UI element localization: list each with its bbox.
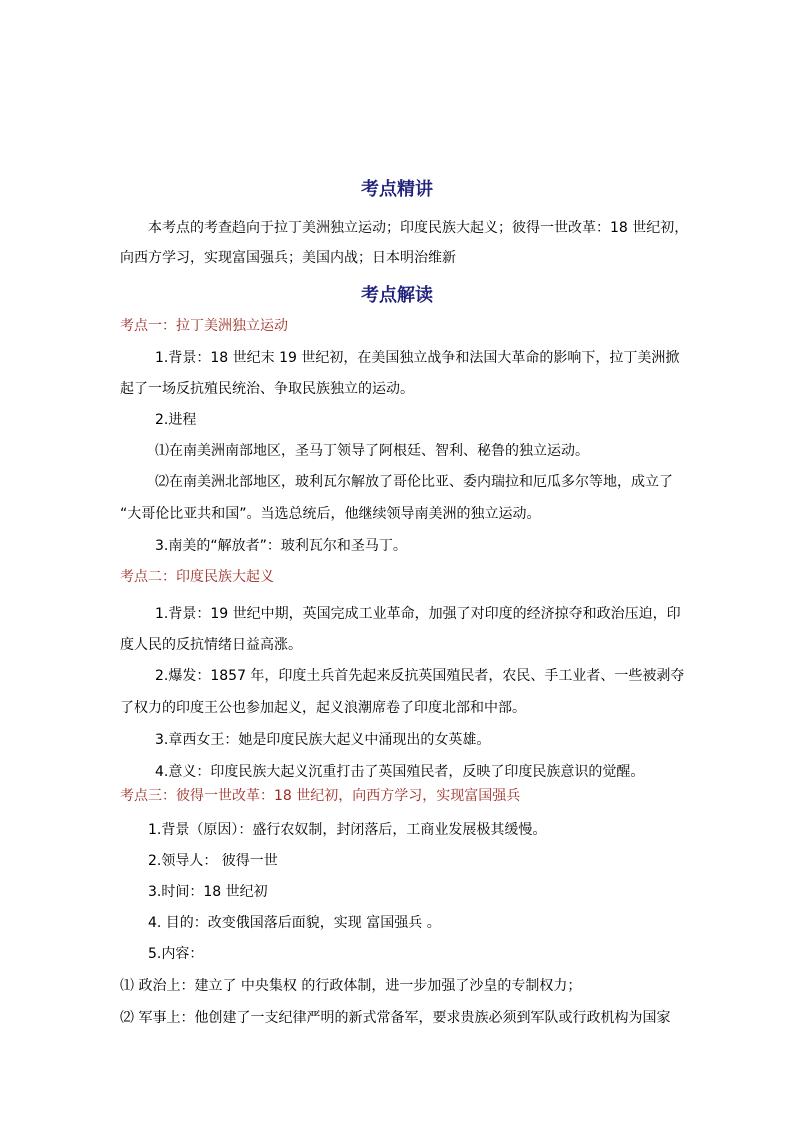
section-title-exam-interpretation: 考点解读 — [361, 285, 433, 306]
point-2-heading: 考点二：印度民族大起义 — [120, 569, 274, 585]
point-2-background-line-2: 度人民的反抗情绪日益高涨。 — [120, 637, 302, 653]
point-1-liberators: 3.南美的“解放者”：玻利瓦尔和圣马丁。 — [155, 538, 407, 554]
point-1-progress-item-1: ⑴在南美洲南部地区，圣马丁领导了阿根廷、智利、秘鲁的独立运动。 — [155, 443, 589, 459]
point-2-rani-of-jhansi: 3.章西女王：她是印度民族大起义中涌现出的女英雄。 — [155, 732, 491, 748]
point-3-military: ⑵ 军事上：他创建了一支纪律严明的新式常备军，要求贵族必须到军队或行政机构为国家 — [120, 1010, 671, 1026]
point-1-progress-label: 2.进程 — [155, 412, 197, 428]
point-1-progress-item-2-line-1: ⑵在南美洲北部地区，玻利瓦尔解放了哥伦比亚、委内瑞拉和厄瓜多尔等地，成立了 — [155, 474, 673, 490]
point-2-outbreak-line-1: 2.爆发：1857 年，印度土兵首先起来反抗英国殖民者，农民、手工业者、一些被剥夺 — [155, 668, 685, 684]
point-2-outbreak-line-2: 了权力的印度王公也参加起义，起义浪潮席卷了印度北部和中部。 — [120, 700, 526, 716]
point-1-background-line-2: 起了一场反抗殖民统治、争取民族独立的运动。 — [120, 381, 414, 397]
intro-paragraph-line-2: 向西方学习，实现富国强兵；美国内战；日本明治维新 — [120, 250, 456, 266]
point-2-background-line-1: 1.背景：19 世纪中期，英国完成工业革命，加强了对印度的经济掠夺和政治压迫，印 — [155, 606, 681, 622]
point-3-time: 3.时间：18 世纪初 — [148, 884, 268, 900]
point-3-content-label: 5.内容： — [148, 946, 204, 962]
intro-paragraph-line-1: 本考点的考查趋向于拉丁美洲独立运动；印度民族大起义；彼得一世改革：18 世纪初， — [148, 220, 689, 236]
point-3-background: 1.背景（原因）：盛行农奴制，封闭落后，工商业发展极其缓慢。 — [148, 822, 547, 838]
point-3-political: ⑴ 政治上：建立了 中央集权 的行政体制，进一步加强了沙皇的专制权力； — [120, 978, 582, 994]
point-3-goal: 4. 目的：改变俄国落后面貌，实现 富国强兵 。 — [148, 915, 441, 931]
point-3-heading: 考点三：彼得一世改革：18 世纪初，向西方学习，实现富国强兵 — [120, 788, 521, 804]
point-1-background-line-1: 1.背景：18 世纪末 19 世纪初，在美国独立战争和法国大革命的影响下，拉丁美洲掀 — [155, 350, 680, 366]
point-1-heading: 考点一：拉丁美洲独立运动 — [120, 318, 288, 334]
point-1-progress-item-2-line-2: “大哥伦比亚共和国”。当选总统后，他继续领导南美洲的独立运动。 — [120, 506, 541, 522]
point-3-leader: 2.领导人： 彼得一世 — [148, 853, 278, 869]
point-2-significance: 4.意义：印度民族大起义沉重打击了英国殖民者，反映了印度民族意识的觉醒。 — [155, 764, 645, 780]
section-title-exam-points: 考点精讲 — [361, 179, 433, 200]
